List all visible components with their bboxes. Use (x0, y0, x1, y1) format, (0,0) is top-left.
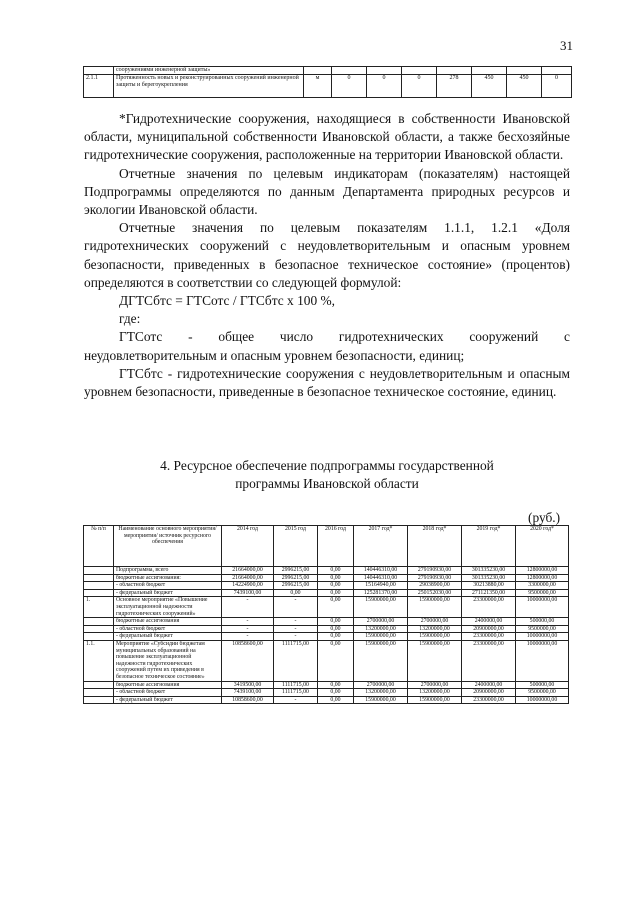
row-value: 9500000,00 (516, 589, 569, 597)
row-value: 500000,00 (516, 618, 569, 626)
resource-table (83, 525, 569, 704)
row-value: 0,00 (318, 574, 354, 582)
row-value: 15900000,00 (354, 597, 408, 618)
row-value: 30213880,00 (462, 582, 516, 590)
row-value: 2700000,00 (354, 681, 408, 689)
row-value: - (222, 625, 274, 633)
row-value: 20900000,00 (462, 625, 516, 633)
row-value: 500000,00 (516, 681, 569, 689)
row-value: - (222, 597, 274, 618)
table-row (84, 567, 569, 575)
row-value: 1111715,00 (274, 681, 318, 689)
page-number: 31 (560, 38, 573, 53)
row-value: 250152030,00 (408, 589, 462, 597)
table-row (84, 618, 569, 626)
row-number: 1. (84, 597, 114, 618)
column-header: 2017 год* (354, 526, 408, 567)
table-row (84, 640, 569, 681)
indicator-value: 0 (402, 75, 437, 98)
row-label: бюджетные ассигнования (114, 681, 222, 689)
section-heading-line: программы Ивановской области (235, 476, 419, 491)
row-value: 21664000,00 (222, 574, 274, 582)
row-value: 2700000,00 (408, 681, 462, 689)
table-row (84, 633, 569, 641)
row-value: 15900000,00 (408, 640, 462, 681)
row-value: - (274, 625, 318, 633)
row-value: 14224900,00 (222, 582, 274, 590)
row-value: 12800000,00 (516, 567, 569, 575)
row-value: 7439100,00 (222, 689, 274, 697)
indicator-unit: м (304, 75, 332, 98)
row-value: 15164940,00 (354, 582, 408, 590)
row-value: 9500000,00 (516, 689, 569, 697)
row-label: - федеральный бюджет (114, 633, 222, 641)
row-value: 2400000,00 (462, 618, 516, 626)
row-value: 9500000,00 (516, 625, 569, 633)
table-row (84, 582, 569, 590)
indicator-continuation-text: сооружениями инженерной защиты» (114, 67, 304, 75)
row-value: 125281370,00 (354, 589, 408, 597)
row-value: 13200000,00 (408, 625, 462, 633)
table-row (84, 625, 569, 633)
paragraph: Отчетные значения по целевым показателям 1.1.1, 1.2.1 «Доля гидротехнических сооружений с неудовлетворительным и опасным уровнем безопасности, приведенных в безопасное техническое состояние» (процентов) определяются в соответствии со следующей формулой: (84, 220, 570, 290)
row-value: 20900000,00 (462, 689, 516, 697)
row-value: 279190930,00 (408, 574, 462, 582)
row-number (84, 574, 114, 582)
section-heading (84, 457, 570, 493)
definition: ГТСотс - общее число гидротехнических сооружений с неудовлетворительным и опасным уровнем безопасности, единиц; (84, 329, 570, 363)
row-value: 10000000,00 (516, 640, 569, 681)
formula: ДГТСбтс = ГТСотс / ГТСбтс х 100 %, (119, 293, 336, 309)
indicator-value: 450 (472, 75, 507, 98)
row-value: 15900000,00 (354, 640, 408, 681)
row-value: 3419500,00 (222, 681, 274, 689)
row-value: 2996215,00 (274, 582, 318, 590)
row-value: 10858600,00 (222, 640, 274, 681)
row-value: 0,00 (318, 582, 354, 590)
indicator-number: 2.1.1 (84, 75, 114, 98)
row-value: - (274, 633, 318, 641)
row-label: - областной бюджет (114, 582, 222, 590)
row-value: 13200000,00 (354, 689, 408, 697)
row-value: 15900000,00 (354, 696, 408, 704)
row-value: 1111715,00 (274, 640, 318, 681)
row-label: - областной бюджет (114, 625, 222, 633)
row-label: Основное мероприятие «Повышение эксплуатационной надежности гидротехнических сооружений» (114, 597, 222, 618)
indicator-row (84, 75, 572, 98)
row-number (84, 633, 114, 641)
row-value: 0,00 (318, 567, 354, 575)
column-header: Наименование основного мероприятия/мероприятия/ источник ресурсного обеспечения (114, 526, 222, 567)
row-value: 0,00 (318, 633, 354, 641)
row-value: 13200000,00 (354, 625, 408, 633)
definition: ГТСбтс - гидротехнические сооружения с неудовлетворительным и опасным уровнем безопасности, приведенные в безопасное техническое состояние, единиц. (84, 365, 570, 400)
row-value: 23300000,00 (462, 696, 516, 704)
row-number (84, 589, 114, 597)
table-row (84, 696, 569, 704)
row-value: 2700000,00 (408, 618, 462, 626)
table-row (84, 597, 569, 618)
row-value: 15900000,00 (408, 696, 462, 704)
indicator-value: 0 (332, 75, 367, 98)
row-value: - (222, 618, 274, 626)
column-header: 2019 год* (462, 526, 516, 567)
indicator-value: 0 (542, 75, 572, 98)
indicator-value: 0 (367, 75, 402, 98)
column-header: № п/п (84, 526, 114, 567)
column-header: 2014 год (222, 526, 274, 567)
row-value: 0,00 (318, 625, 354, 633)
row-value: 15900000,00 (408, 597, 462, 618)
row-value: 0,00 (318, 696, 354, 704)
row-value: 279190930,00 (408, 567, 462, 575)
row-value: 2700000,00 (354, 618, 408, 626)
column-header: 2015 год (274, 526, 318, 567)
resource-table-header (84, 526, 569, 567)
row-value: 140446310,00 (354, 567, 408, 575)
column-header: 2018 год* (408, 526, 462, 567)
row-value: 0,00 (318, 618, 354, 626)
row-value: 0,00 (318, 589, 354, 597)
row-value: 0,00 (318, 681, 354, 689)
paragraph: Отчетные значения по целевым индикаторам (показателям) настоящей Подпрограммы определяются по данным Департамента природных ресурсов и экологии Ивановской области. (84, 165, 570, 218)
row-value: 10000000,00 (516, 597, 569, 618)
table-row (84, 681, 569, 689)
row-number (84, 618, 114, 626)
row-number: 1.1. (84, 640, 114, 681)
row-number (84, 625, 114, 633)
row-number (84, 582, 114, 590)
row-number (84, 689, 114, 697)
table-row (84, 689, 569, 697)
row-value: - (274, 696, 318, 704)
row-value: 7439100,00 (222, 589, 274, 597)
row-number (84, 567, 114, 575)
row-value: - (274, 618, 318, 626)
row-value: 10000000,00 (516, 696, 569, 704)
table-row (84, 589, 569, 597)
row-value: 2996215,00 (274, 567, 318, 575)
row-value: 23300000,00 (462, 597, 516, 618)
indicator-table (83, 66, 572, 98)
formula-where: где: (119, 311, 141, 327)
row-value: - (222, 633, 274, 641)
row-value: - (274, 597, 318, 618)
section-heading-line: 4. Ресурсное обеспечение подпрограммы государственной (160, 458, 494, 473)
row-value: 21664000,00 (222, 567, 274, 575)
row-value: 271121350,00 (462, 589, 516, 597)
row-label: Мероприятие «Субсидии бюджетам муниципальных образований на повышение эксплуатационной надежности гидротехнических сооружений путем их приведения в безопасное техническое состояние» (114, 640, 222, 681)
row-value: 15900000,00 (354, 633, 408, 641)
row-value: 13200000,00 (408, 689, 462, 697)
column-header: 2016 год (318, 526, 354, 567)
row-value: 3300000,00 (516, 582, 569, 590)
indicator-continuation-row (84, 67, 572, 75)
row-value: 2400000,00 (462, 681, 516, 689)
row-label: бюджетные ассигнования (114, 618, 222, 626)
units-label: (руб.) (528, 510, 561, 525)
row-value: 0,00 (318, 640, 354, 681)
footnote-paragraph: *Гидротехнические сооружения, находящиеся в собственности Ивановской области, муниципальной собственности Ивановской области, а также бесхозяйные гидротехнические сооружения, расположенные на территории Ивановской области. (84, 111, 570, 163)
row-value: 10858600,00 (222, 696, 274, 704)
row-value: 29038900,00 (408, 582, 462, 590)
row-value: 301335230,00 (462, 574, 516, 582)
body-text (84, 110, 570, 401)
row-label: - федеральный бюджет (114, 696, 222, 704)
row-number (84, 681, 114, 689)
column-header: 2020 год* (516, 526, 569, 567)
row-label: - областной бюджет (114, 689, 222, 697)
indicator-value: 278 (437, 75, 472, 98)
row-value: 0,00 (318, 597, 354, 618)
row-value: 1111715,00 (274, 689, 318, 697)
row-value: 0,00 (274, 589, 318, 597)
row-value: 23300000,00 (462, 640, 516, 681)
row-label: - федеральный бюджет (114, 589, 222, 597)
row-label: бюджетные ассигнования: (114, 574, 222, 582)
row-value: 12800000,00 (516, 574, 569, 582)
row-number (84, 696, 114, 704)
indicator-name: Протяженность новых и реконструированных сооружений инженерной защиты и берегоукрепления (114, 75, 304, 98)
row-value: 23300000,00 (462, 633, 516, 641)
row-value: 0,00 (318, 689, 354, 697)
table-row (84, 574, 569, 582)
row-value: 10000000,00 (516, 633, 569, 641)
indicator-value: 450 (507, 75, 542, 98)
row-value: 2996215,00 (274, 574, 318, 582)
row-label: Подпрограмма, всего (114, 567, 222, 575)
row-value: 140446310,00 (354, 574, 408, 582)
row-value: 301335230,00 (462, 567, 516, 575)
row-value: 15900000,00 (408, 633, 462, 641)
